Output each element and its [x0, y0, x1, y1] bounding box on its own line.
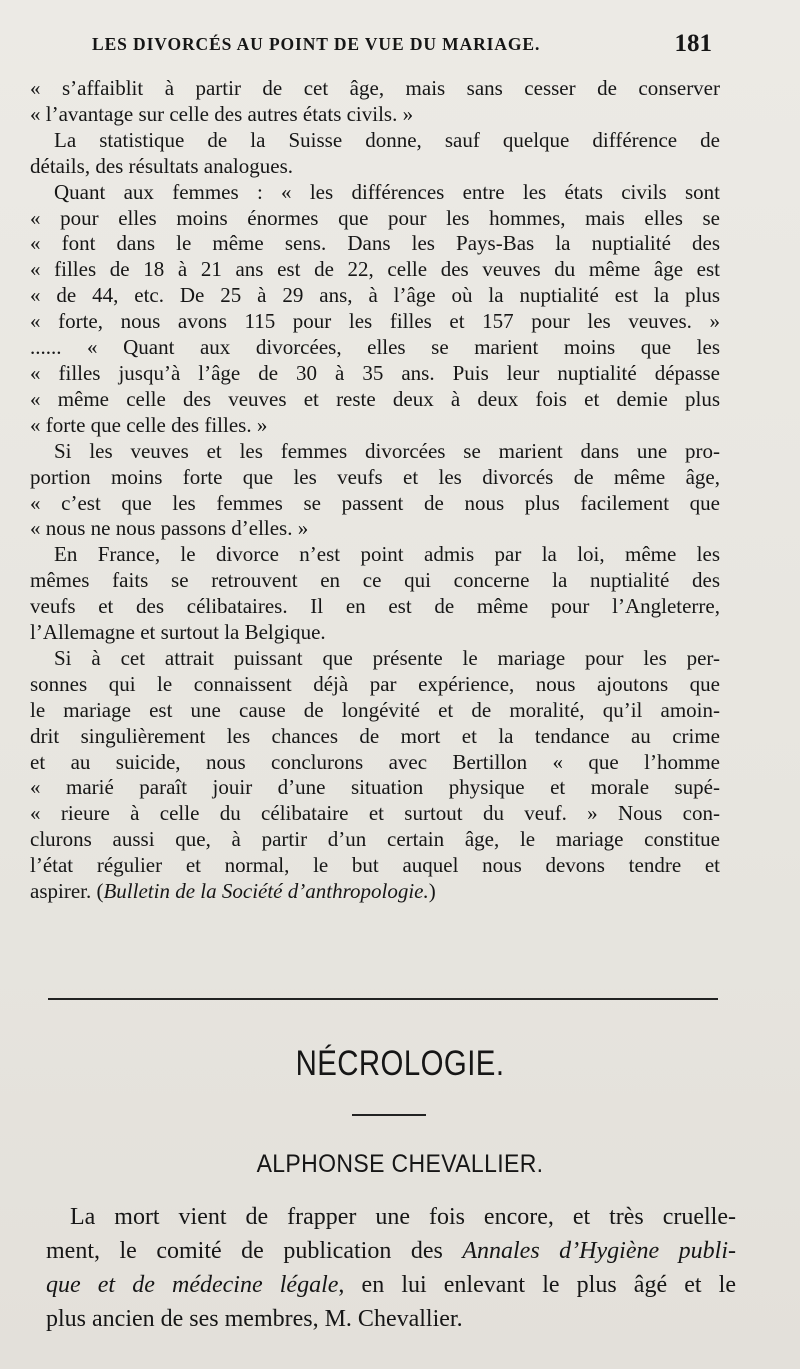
text-line: « pour elles moins énormes que pour les hommes, mais elles se — [30, 205, 720, 230]
text-line: « de 44, etc. De 25 à 29 ans, à l’âge où la nuptialité est la plus — [30, 283, 720, 308]
text-line: Quant aux femmes : « les différences entre les états civils sont — [54, 179, 720, 204]
text-line: drit singulièrement les chances de mort et la tendance au crime — [30, 723, 720, 748]
citation-close: ) — [428, 879, 436, 904]
text-line: ...... « Quant aux divorcées, elles se marient moins que les — [30, 335, 720, 360]
text-line: le mariage est une cause de longévité et de moralité, qu’il amoin- — [30, 697, 720, 722]
text-line: Si les veuves et les femmes divorcées se marient dans une pro- — [54, 438, 720, 463]
citation-source: Bulletin de la Société d’anthropologie. — [103, 879, 429, 904]
text-line: « même celle des veuves et reste deux à deux fois et demie plus — [30, 386, 720, 411]
text-line: La statistique de la Suisse donne, sauf quelque différence de — [54, 127, 720, 152]
text-line: « l’avantage sur celle des autres états civils. » — [30, 101, 414, 126]
text-line: « font dans le même sens. Dans les Pays-Bas la nuptialité des — [30, 231, 720, 256]
text-line: La mort vient de frapper une fois encore, et très cruelle- — [70, 1204, 736, 1230]
running-title: LES DIVORCÉS AU POINT DE VUE DU MARIAGE. — [92, 34, 541, 54]
text-line: sonnes qui le connaissent déjà par expérience, nous ajoutons que — [30, 671, 720, 696]
text-line: l’Allemagne et surtout la Belgique. — [30, 620, 326, 645]
text-line: mêmes faits se retrouvent en ce qui concerne la nuptialité des — [30, 568, 720, 593]
title-underline — [352, 1114, 426, 1116]
text-line: « filles jusqu’à l’âge de 30 à 35 ans. Puis leur nuptialité dépasse — [30, 360, 720, 385]
page-number: 181 — [674, 30, 712, 57]
running-header — [92, 30, 712, 60]
text-line: Si à cet attrait puissant que présente le mariage pour les per- — [54, 645, 720, 670]
text-line: « forte, nous avons 115 pour les filles et 157 pour les veuves. » — [30, 309, 720, 334]
text-line: « nous ne nous passons d’elles. » — [30, 516, 309, 541]
section-divider — [48, 998, 718, 1000]
text-line: « marié paraît jouir d’une situation physique et morale supé- — [30, 775, 720, 800]
text-fragment: ment, le comité de publication des — [46, 1238, 463, 1264]
text-line: veufs et des célibataires. Il en est de même pour l’Angleterre, — [30, 594, 720, 619]
text-line: « rieure à celle du célibataire et surtout du veuf. » Nous con- — [30, 801, 720, 826]
subsection-title: ALPHONSE CHEVALLIER. — [256, 1150, 544, 1178]
text-line: l’état régulier et normal, le but auquel nous devons tendre et — [30, 853, 720, 878]
text-line: « filles de 18 à 21 ans est de 22, celle des veuves du même âge est — [30, 257, 720, 282]
journal-title: Annales d’Hygiène publi- — [462, 1238, 736, 1264]
section-title: NÉCROLOGIE. — [295, 1044, 505, 1083]
text-line: détails, des résultats analogues. — [30, 153, 294, 178]
text-line — [46, 1234, 736, 1268]
text-line: « c’est que les femmes se passent de nous plus facilement que — [30, 490, 720, 515]
text-line: « forte que celle des filles. » — [30, 412, 268, 437]
text-line: clurons aussi que, à partir d’un certain âge, le mariage constitue — [30, 827, 720, 852]
text-line: « s’affaiblit à partir de cet âge, mais sans cesser de conserver — [30, 76, 720, 100]
text-line: En France, le divorce n’est point admis par la loi, même les — [54, 542, 720, 567]
text-fragment: , en lui enlevant le plus âgé et le — [338, 1272, 737, 1298]
text-line-citation — [30, 879, 720, 905]
text-line: portion moins forte que les veufs et les divorcés de même âge, — [30, 464, 720, 489]
text-line: plus ancien de ses membres, M. Chevallier. — [46, 1306, 463, 1332]
text-line — [46, 1268, 736, 1302]
text-line: et au suicide, nous conclurons avec Bertillon « que l’homme — [30, 749, 720, 774]
text-fragment: aspirer. ( — [30, 879, 104, 904]
journal-title-cont: que et de médecine légale — [46, 1272, 339, 1298]
body-text — [30, 76, 720, 905]
obituary-text — [46, 1200, 736, 1336]
